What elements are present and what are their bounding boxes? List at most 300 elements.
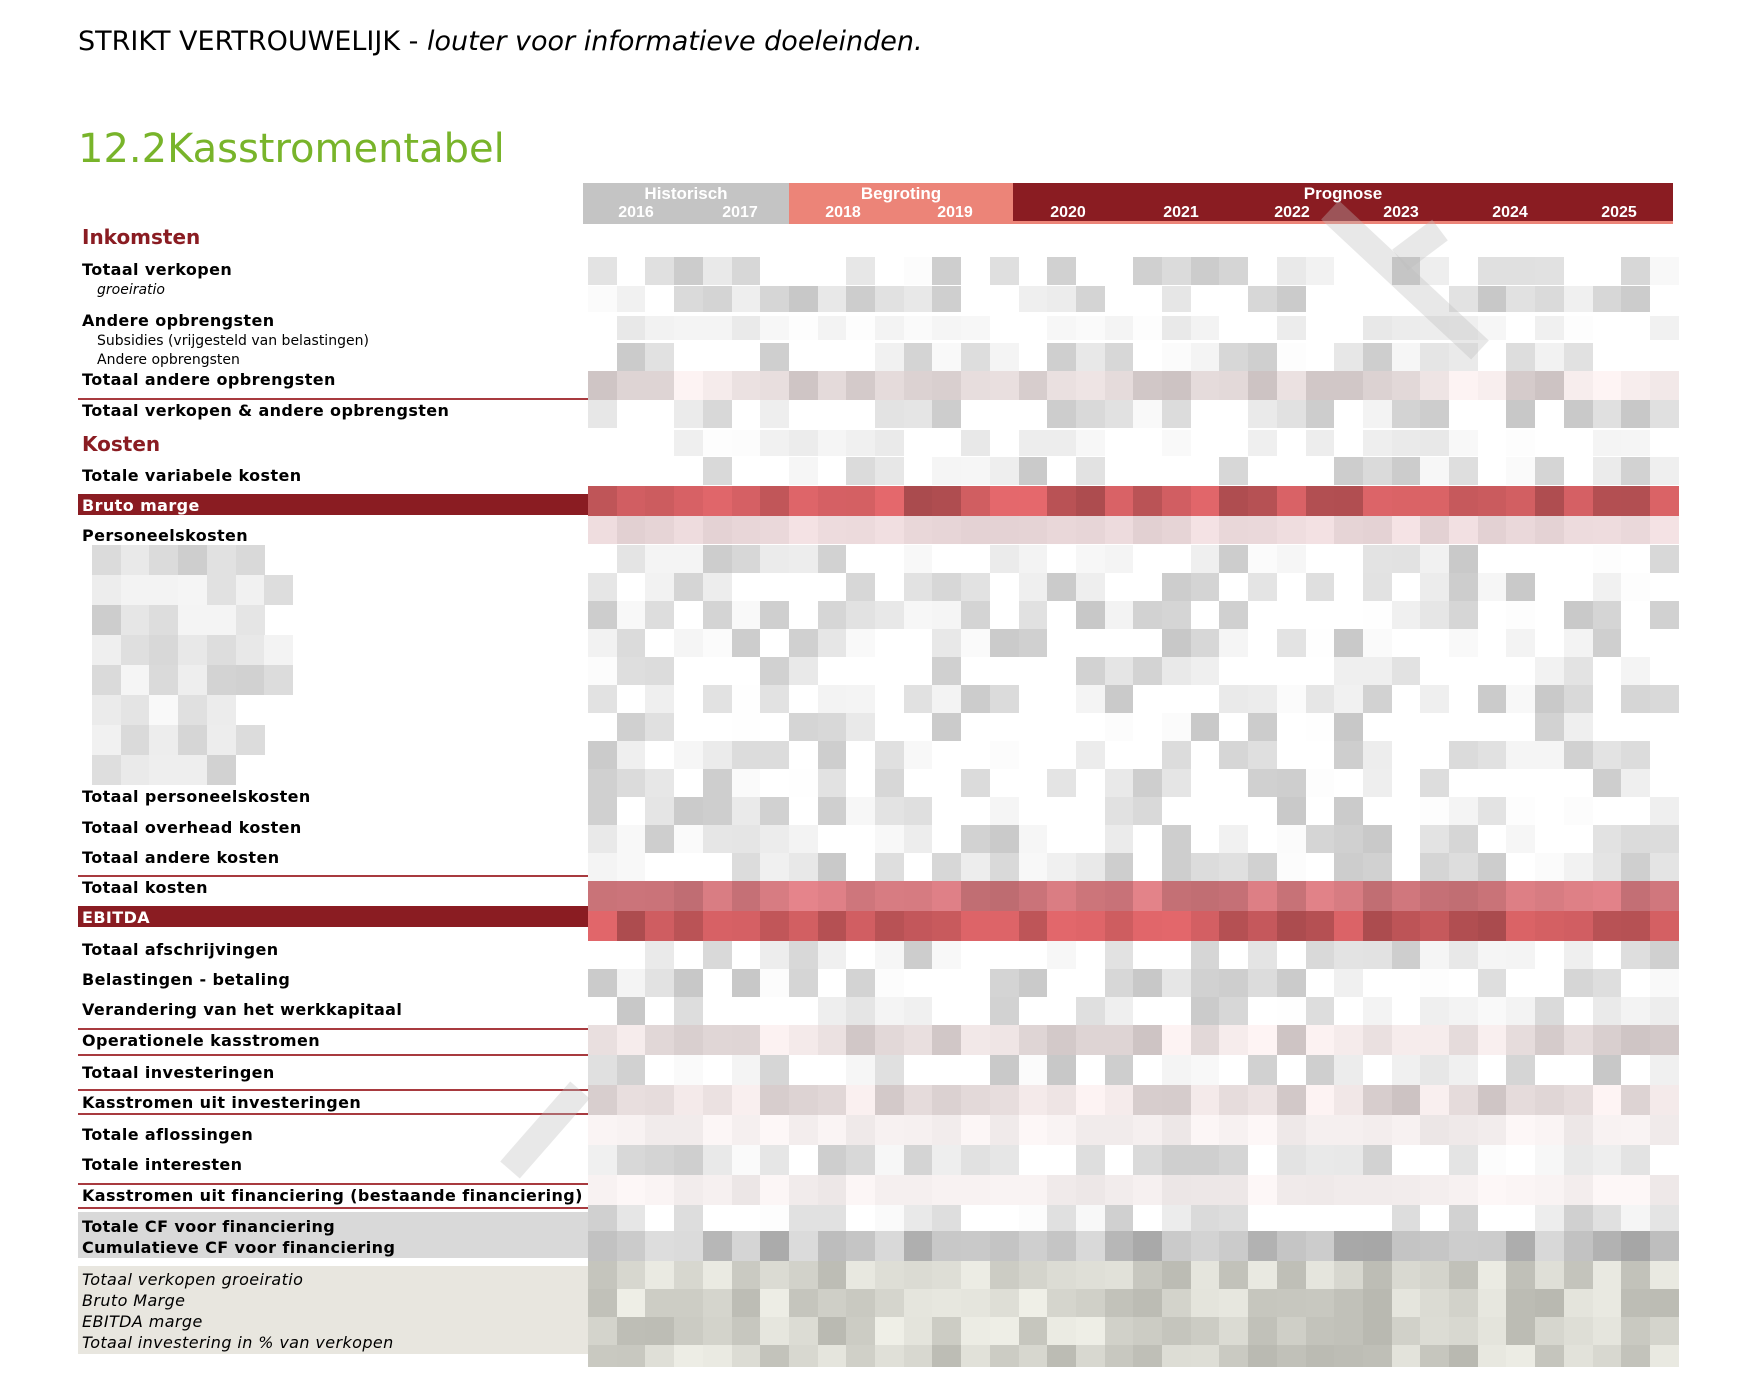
redacted-cell — [674, 1115, 703, 1145]
redacted-cell — [1449, 430, 1478, 456]
redacted-cell — [1392, 769, 1421, 797]
redacted-cell — [1248, 685, 1277, 713]
redacted-cell — [617, 1231, 646, 1261]
redacted-cell — [1420, 601, 1449, 629]
year-2023: 2023 — [1383, 204, 1419, 221]
redacted-cell — [1219, 657, 1248, 685]
redacted-cell — [1248, 941, 1277, 969]
redacted-cell — [1162, 881, 1191, 911]
redacted-cell — [1019, 685, 1048, 713]
redacted-cell — [674, 1317, 703, 1345]
page-title: 12.2Kasstromentabel — [78, 126, 505, 172]
redacted-cell — [1363, 457, 1392, 485]
row-label-total-overhead: Totaal overhead kosten — [82, 818, 302, 837]
redacted-cell — [1478, 769, 1507, 797]
redacted-cell — [703, 969, 732, 997]
redacted-cell — [1334, 797, 1363, 825]
redacted-cell — [1621, 997, 1650, 1025]
redacted-cell — [1047, 657, 1076, 685]
redacted-cell — [703, 825, 732, 853]
redacted-cell — [1047, 257, 1076, 285]
redacted-label-cell — [121, 635, 150, 665]
redacted-cell — [674, 1025, 703, 1055]
redacted-cell — [732, 853, 761, 881]
redacted-cell — [645, 1345, 674, 1367]
redacted-cell — [961, 316, 990, 340]
redacted-cell — [1277, 797, 1306, 825]
redacted-cell — [1306, 1175, 1335, 1205]
redacted-cell — [1248, 1261, 1277, 1289]
redacted-cell — [732, 486, 761, 516]
redacted-cell — [1621, 457, 1650, 485]
redacted-cell — [1449, 685, 1478, 713]
redacted-cell — [961, 853, 990, 881]
redacted-cell — [990, 685, 1019, 713]
redacted-cell — [1506, 257, 1535, 285]
redacted-cell — [645, 1055, 674, 1085]
redacted-cell — [1277, 1145, 1306, 1175]
redacted-cell — [990, 286, 1019, 312]
redacted-cell — [674, 769, 703, 797]
redacted-cell — [1506, 685, 1535, 713]
redacted-cell — [846, 969, 875, 997]
redacted-cell — [990, 997, 1019, 1025]
redacted-cell — [1306, 1145, 1335, 1175]
redacted-cell — [1593, 1205, 1622, 1231]
redacted-cell — [904, 400, 933, 428]
redacted-cell — [961, 1055, 990, 1085]
redacted-cell — [1019, 1145, 1048, 1175]
redacted-cell — [1306, 685, 1335, 713]
redacted-cell — [1191, 997, 1220, 1025]
redacted-cell — [645, 1085, 674, 1115]
redacted-cell — [1306, 741, 1335, 769]
redacted-cell — [1420, 1085, 1449, 1115]
redacted-cell — [1133, 911, 1162, 941]
redacted-cell — [932, 1261, 961, 1289]
redacted-cell — [760, 741, 789, 769]
redacted-cell — [1162, 713, 1191, 741]
redacted-cell — [1162, 457, 1191, 485]
redacted-cell — [789, 1345, 818, 1367]
redacted-cell — [1219, 316, 1248, 340]
redacted-cell — [1478, 316, 1507, 340]
redacted-cell — [588, 371, 617, 401]
redacted-cell — [1478, 1261, 1507, 1289]
redacted-cell — [1306, 430, 1335, 456]
year-2021: 2021 — [1163, 204, 1199, 221]
redacted-cell — [990, 1205, 1019, 1231]
redacted-cell — [1248, 257, 1277, 285]
redacted-cell — [990, 430, 1019, 456]
confidential-note: louter voor informatieve doeleinden. — [426, 26, 923, 57]
redacted-cell — [789, 769, 818, 797]
redacted-cell — [1162, 1205, 1191, 1231]
redacted-cell — [1019, 769, 1048, 797]
redacted-cell — [961, 1145, 990, 1175]
redacted-cell — [990, 573, 1019, 601]
redacted-cell — [703, 286, 732, 312]
redacted-cell — [674, 911, 703, 941]
redacted-cell — [1650, 1205, 1679, 1231]
redacted-cell — [1162, 1025, 1191, 1055]
redacted-cell — [961, 573, 990, 601]
redacted-cell — [932, 881, 961, 911]
redacted-cell — [904, 516, 933, 544]
redacted-cell — [1334, 629, 1363, 657]
redacted-cell — [1191, 1345, 1220, 1367]
redacted-cell — [1593, 343, 1622, 371]
redacted-cell — [904, 545, 933, 573]
redacted-cell — [1076, 545, 1105, 573]
redacted-cell — [1248, 1055, 1277, 1085]
redacted-cell — [645, 1231, 674, 1261]
year-2016: 2016 — [618, 204, 654, 221]
redacted-cell — [732, 629, 761, 657]
redacted-cell — [818, 1289, 847, 1317]
redacted-cell — [1363, 1345, 1392, 1367]
redacted-cell — [818, 1205, 847, 1231]
redacted-cell — [645, 941, 674, 969]
redacted-cell — [789, 1289, 818, 1317]
row-label-total-repayments: Totale aflossingen — [82, 1125, 254, 1144]
redacted-cell — [1506, 516, 1535, 544]
redacted-cell — [1191, 825, 1220, 853]
redacted-cell — [1564, 797, 1593, 825]
redacted-cell — [1593, 316, 1622, 340]
redacted-cell — [1621, 1289, 1650, 1317]
redacted-cell — [961, 685, 990, 713]
redacted-cell — [990, 457, 1019, 485]
redacted-label-cell — [178, 755, 207, 785]
redacted-cell — [1133, 343, 1162, 371]
redacted-cell — [1277, 316, 1306, 340]
redacted-cell — [1363, 573, 1392, 601]
redacted-label-cell — [236, 665, 265, 695]
redacted-cell — [1535, 1317, 1564, 1345]
redacted-cell — [760, 430, 789, 456]
redacted-cell — [789, 1115, 818, 1145]
divider-line — [78, 875, 588, 877]
redacted-cell — [1621, 516, 1650, 544]
redacted-cell — [1076, 825, 1105, 853]
redacted-cell — [1019, 545, 1048, 573]
redacted-cell — [1363, 685, 1392, 713]
redacted-cell — [1334, 1175, 1363, 1205]
redacted-cell — [760, 457, 789, 485]
redacted-cell — [1076, 1289, 1105, 1317]
redacted-cell — [932, 1145, 961, 1175]
redacted-cell — [1248, 629, 1277, 657]
redacted-cell — [1133, 1025, 1162, 1055]
redacted-cell — [1334, 545, 1363, 573]
redacted-cell — [818, 601, 847, 629]
redacted-cell — [961, 343, 990, 371]
redacted-cell — [1162, 257, 1191, 285]
redacted-cell — [1019, 516, 1048, 544]
redacted-cell — [1277, 457, 1306, 485]
redacted-cell — [961, 969, 990, 997]
redacted-cell — [1449, 825, 1478, 853]
group-header-prognose — [1013, 183, 1673, 224]
redacted-cell — [1248, 516, 1277, 544]
redacted-cell — [1334, 1317, 1363, 1345]
redacted-cell — [1478, 516, 1507, 544]
redacted-cell — [1076, 1205, 1105, 1231]
redacted-cell — [1650, 601, 1679, 629]
redacted-cell — [1162, 825, 1191, 853]
redacted-cell — [1076, 657, 1105, 685]
redacted-label-cell — [121, 695, 150, 725]
redacted-cell — [1535, 545, 1564, 573]
redacted-cell — [932, 629, 961, 657]
redacted-cell — [1506, 997, 1535, 1025]
redacted-cell — [961, 825, 990, 853]
redacted-cell — [1334, 573, 1363, 601]
redacted-cell — [818, 881, 847, 911]
redacted-cell — [846, 371, 875, 401]
redacted-cell — [846, 457, 875, 485]
redacted-cell — [760, 997, 789, 1025]
redacted-cell — [1593, 741, 1622, 769]
row-label-total-interest: Totale interesten — [82, 1155, 243, 1174]
redacted-cell — [617, 1025, 646, 1055]
redacted-cell — [846, 797, 875, 825]
redacted-cell — [1650, 969, 1679, 997]
redacted-cell — [703, 741, 732, 769]
redacted-cell — [1219, 1317, 1248, 1345]
redacted-cell — [961, 1205, 990, 1231]
redacted-cell — [1420, 713, 1449, 741]
redacted-cell — [645, 881, 674, 911]
redacted-cell — [875, 1205, 904, 1231]
redacted-cell — [789, 430, 818, 456]
redacted-cell — [904, 969, 933, 997]
redacted-cell — [961, 1085, 990, 1115]
redacted-cell — [732, 1205, 761, 1231]
redacted-cell — [789, 797, 818, 825]
redacted-cell — [1478, 1205, 1507, 1231]
redacted-label-cell — [178, 545, 207, 575]
redacted-cell — [961, 911, 990, 941]
redacted-cell — [1420, 629, 1449, 657]
redacted-cell — [1105, 853, 1134, 881]
confidential-label: STRIKT VERTROUWELIJK — [78, 26, 401, 57]
redacted-cell — [1392, 825, 1421, 853]
redacted-cell — [1334, 941, 1363, 969]
redacted-cell — [1621, 969, 1650, 997]
redacted-cell — [1306, 911, 1335, 941]
redacted-cell — [1449, 1025, 1478, 1055]
redacted-label-cell — [207, 695, 236, 725]
redacted-cell — [846, 1055, 875, 1085]
redacted-cell — [904, 1231, 933, 1261]
redacted-cell — [932, 797, 961, 825]
redacted-cell — [1363, 1145, 1392, 1175]
redacted-cell — [1219, 769, 1248, 797]
redacted-cell — [1420, 1231, 1449, 1261]
redacted-cell — [703, 1055, 732, 1085]
redacted-label-cell — [178, 725, 207, 755]
redacted-cell — [1047, 1175, 1076, 1205]
redacted-cell — [1593, 881, 1622, 911]
redacted-cell — [617, 486, 646, 516]
redacted-cell — [588, 853, 617, 881]
redacted-cell — [932, 1317, 961, 1345]
redacted-cell — [904, 713, 933, 741]
redacted-cell — [1306, 1025, 1335, 1055]
redacted-cell — [1420, 1317, 1449, 1345]
redacted-cell — [674, 257, 703, 285]
redacted-cell — [1392, 1317, 1421, 1345]
redacted-cell — [1392, 741, 1421, 769]
redacted-cell — [1593, 1261, 1622, 1289]
divider-line — [78, 1183, 588, 1185]
redacted-cell — [732, 741, 761, 769]
redacted-cell — [1277, 969, 1306, 997]
redacted-cell — [1019, 1317, 1048, 1345]
redacted-cell — [1420, 1205, 1449, 1231]
redacted-cell — [760, 769, 789, 797]
redacted-cell — [1248, 1145, 1277, 1175]
redacted-cell — [904, 573, 933, 601]
redacted-cell — [1133, 400, 1162, 428]
redacted-cell — [932, 997, 961, 1025]
redacted-cell — [645, 1145, 674, 1175]
redacted-cell — [1392, 797, 1421, 825]
redacted-cell — [961, 601, 990, 629]
redacted-cell — [1047, 1055, 1076, 1085]
divider-line — [78, 398, 588, 400]
redacted-cell — [1105, 457, 1134, 485]
redacted-cell — [1449, 1345, 1478, 1367]
redacted-cell — [1506, 941, 1535, 969]
redacted-cell — [588, 286, 617, 312]
redacted-cell — [1047, 601, 1076, 629]
redacted-cell — [1076, 573, 1105, 601]
redacted-cell — [846, 1231, 875, 1261]
redacted-cell — [1191, 486, 1220, 516]
redacted-cell — [1334, 1289, 1363, 1317]
redacted-cell — [1392, 1175, 1421, 1205]
redacted-cell — [818, 797, 847, 825]
redacted-cell — [645, 516, 674, 544]
redacted-cell — [1363, 1231, 1392, 1261]
redacted-cell — [1219, 941, 1248, 969]
redacted-cell — [1306, 657, 1335, 685]
redacted-cell — [846, 657, 875, 685]
redacted-cell — [588, 430, 617, 456]
redacted-cell — [1248, 316, 1277, 340]
redacted-cell — [1019, 657, 1048, 685]
redacted-cell — [1506, 797, 1535, 825]
redacted-cell — [904, 316, 933, 340]
redacted-cell — [904, 1115, 933, 1145]
redacted-cell — [1105, 629, 1134, 657]
redacted-cell — [875, 853, 904, 881]
redacted-cell — [1650, 371, 1679, 401]
redacted-cell — [846, 713, 875, 741]
redacted-cell — [875, 713, 904, 741]
redacted-cell — [674, 316, 703, 340]
redacted-cell — [875, 797, 904, 825]
redacted-cell — [1277, 1261, 1306, 1289]
redacted-cell — [904, 1317, 933, 1345]
redacted-cell — [674, 516, 703, 544]
redacted-cell — [1277, 657, 1306, 685]
redacted-cell — [990, 1175, 1019, 1205]
redacted-cell — [1219, 1289, 1248, 1317]
redacted-cell — [1392, 997, 1421, 1025]
redacted-cell — [1593, 1025, 1622, 1055]
redacted-cell — [1133, 486, 1162, 516]
redacted-cell — [818, 1317, 847, 1345]
redacted-cell — [1506, 1085, 1535, 1115]
redacted-cell — [1564, 316, 1593, 340]
redacted-cell — [932, 343, 961, 371]
redacted-cell — [617, 457, 646, 485]
redacted-cell — [1191, 1317, 1220, 1345]
redacted-cell — [1363, 911, 1392, 941]
redacted-cell — [1133, 286, 1162, 312]
redacted-cell — [1105, 286, 1134, 312]
redacted-cell — [990, 1289, 1019, 1317]
redacted-cell — [1047, 573, 1076, 601]
redacted-cell — [818, 1085, 847, 1115]
redacted-cell — [818, 371, 847, 401]
redacted-cell — [1506, 769, 1535, 797]
redacted-cell — [1449, 257, 1478, 285]
redacted-cell — [875, 1345, 904, 1367]
redacted-cell — [1076, 941, 1105, 969]
redacted-cell — [789, 286, 818, 312]
redacted-cell — [760, 941, 789, 969]
redacted-cell — [1076, 400, 1105, 428]
redacted-cell — [1449, 881, 1478, 911]
redacted-cell — [1076, 1055, 1105, 1085]
redacted-cell — [904, 997, 933, 1025]
redacted-cell — [875, 685, 904, 713]
redacted-cell — [818, 1115, 847, 1145]
redacted-cell — [1478, 797, 1507, 825]
redacted-cell — [1162, 1175, 1191, 1205]
redacted-cell — [875, 911, 904, 941]
redacted-cell — [961, 997, 990, 1025]
redacted-cell — [1621, 1115, 1650, 1145]
redacted-cell — [1650, 741, 1679, 769]
redacted-cell — [1047, 797, 1076, 825]
redacted-cell — [1306, 997, 1335, 1025]
redacted-cell — [1535, 713, 1564, 741]
redacted-cell — [1392, 257, 1421, 285]
redacted-cell — [1478, 1085, 1507, 1115]
redacted-cell — [1478, 400, 1507, 428]
redacted-cell — [645, 911, 674, 941]
redacted-cell — [760, 601, 789, 629]
redacted-cell — [1306, 286, 1335, 312]
redacted-cell — [846, 769, 875, 797]
redacted-cell — [1593, 941, 1622, 969]
redacted-cell — [1650, 343, 1679, 371]
redacted-cell — [1191, 1055, 1220, 1085]
redacted-cell — [1306, 1345, 1335, 1367]
redacted-cell — [1334, 657, 1363, 685]
redacted-cell — [1162, 573, 1191, 601]
redacted-cell — [1306, 457, 1335, 485]
redacted-cell — [1105, 741, 1134, 769]
redacted-cell — [1306, 881, 1335, 911]
redacted-cell — [1449, 941, 1478, 969]
